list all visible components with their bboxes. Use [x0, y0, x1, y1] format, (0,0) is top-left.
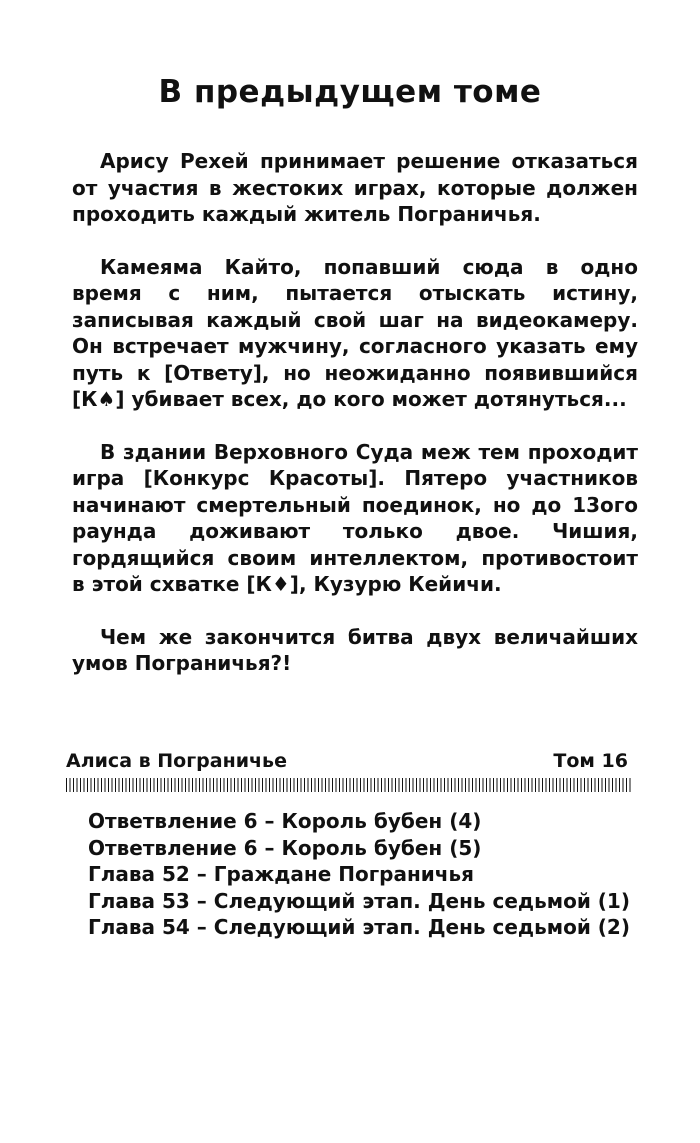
- summary-paragraph-3: В здании Верховного Суда меж тем проходит игра [Конкурс Красоты]. Пятеро участников начинают смертельный поединок, но до 13ого раунда доживают только двое. Чишия, гордящийся своим интеллектом, противостоит в этой схватке [К♦], Кузурю Кейичи.: [72, 439, 638, 596]
- contents-item: Глава 52 – Граждане Пограничья: [88, 862, 475, 886]
- contents-item: Глава 53 – Следующий этап. День седьмой (1): [88, 888, 630, 913]
- contents-item: Глава 54 – Следующий этап. День седьмой (2): [88, 915, 630, 939]
- series-title: Алиса в Пограничье: [66, 750, 287, 772]
- summary-text: [72, 148, 638, 703]
- summary-paragraph-4: Чем же закончится битва двух величайших умов Пограничья?!: [72, 624, 638, 675]
- barcode-divider: [66, 778, 632, 792]
- volume-number: Том 16: [553, 750, 628, 772]
- contents-item: Ответвление 6 – Король бубен (5): [88, 835, 482, 860]
- contents-item: Ответвление 6 – Король бубен (4): [88, 809, 482, 833]
- summary-paragraph-1: Арису Рехей принимает решение отказаться от участия в жестоких играх, которые должен проходить каждый житель Пограничья.: [72, 149, 638, 226]
- volume-header: [66, 750, 632, 776]
- summary-paragraph-2: Камеяма Кайто, попавший сюда в одно время с ним, пытается отыскать истину, записывая каждый свой шаг на видеокамеру. Он встречает мужчину, согласного указать ему путь к [Ответу], но неожиданно появившийся [К♠] убивает всех, до кого может дотянуться...: [72, 254, 638, 411]
- page-title: В предыдущем томе: [158, 74, 542, 110]
- table-of-contents: [88, 808, 648, 941]
